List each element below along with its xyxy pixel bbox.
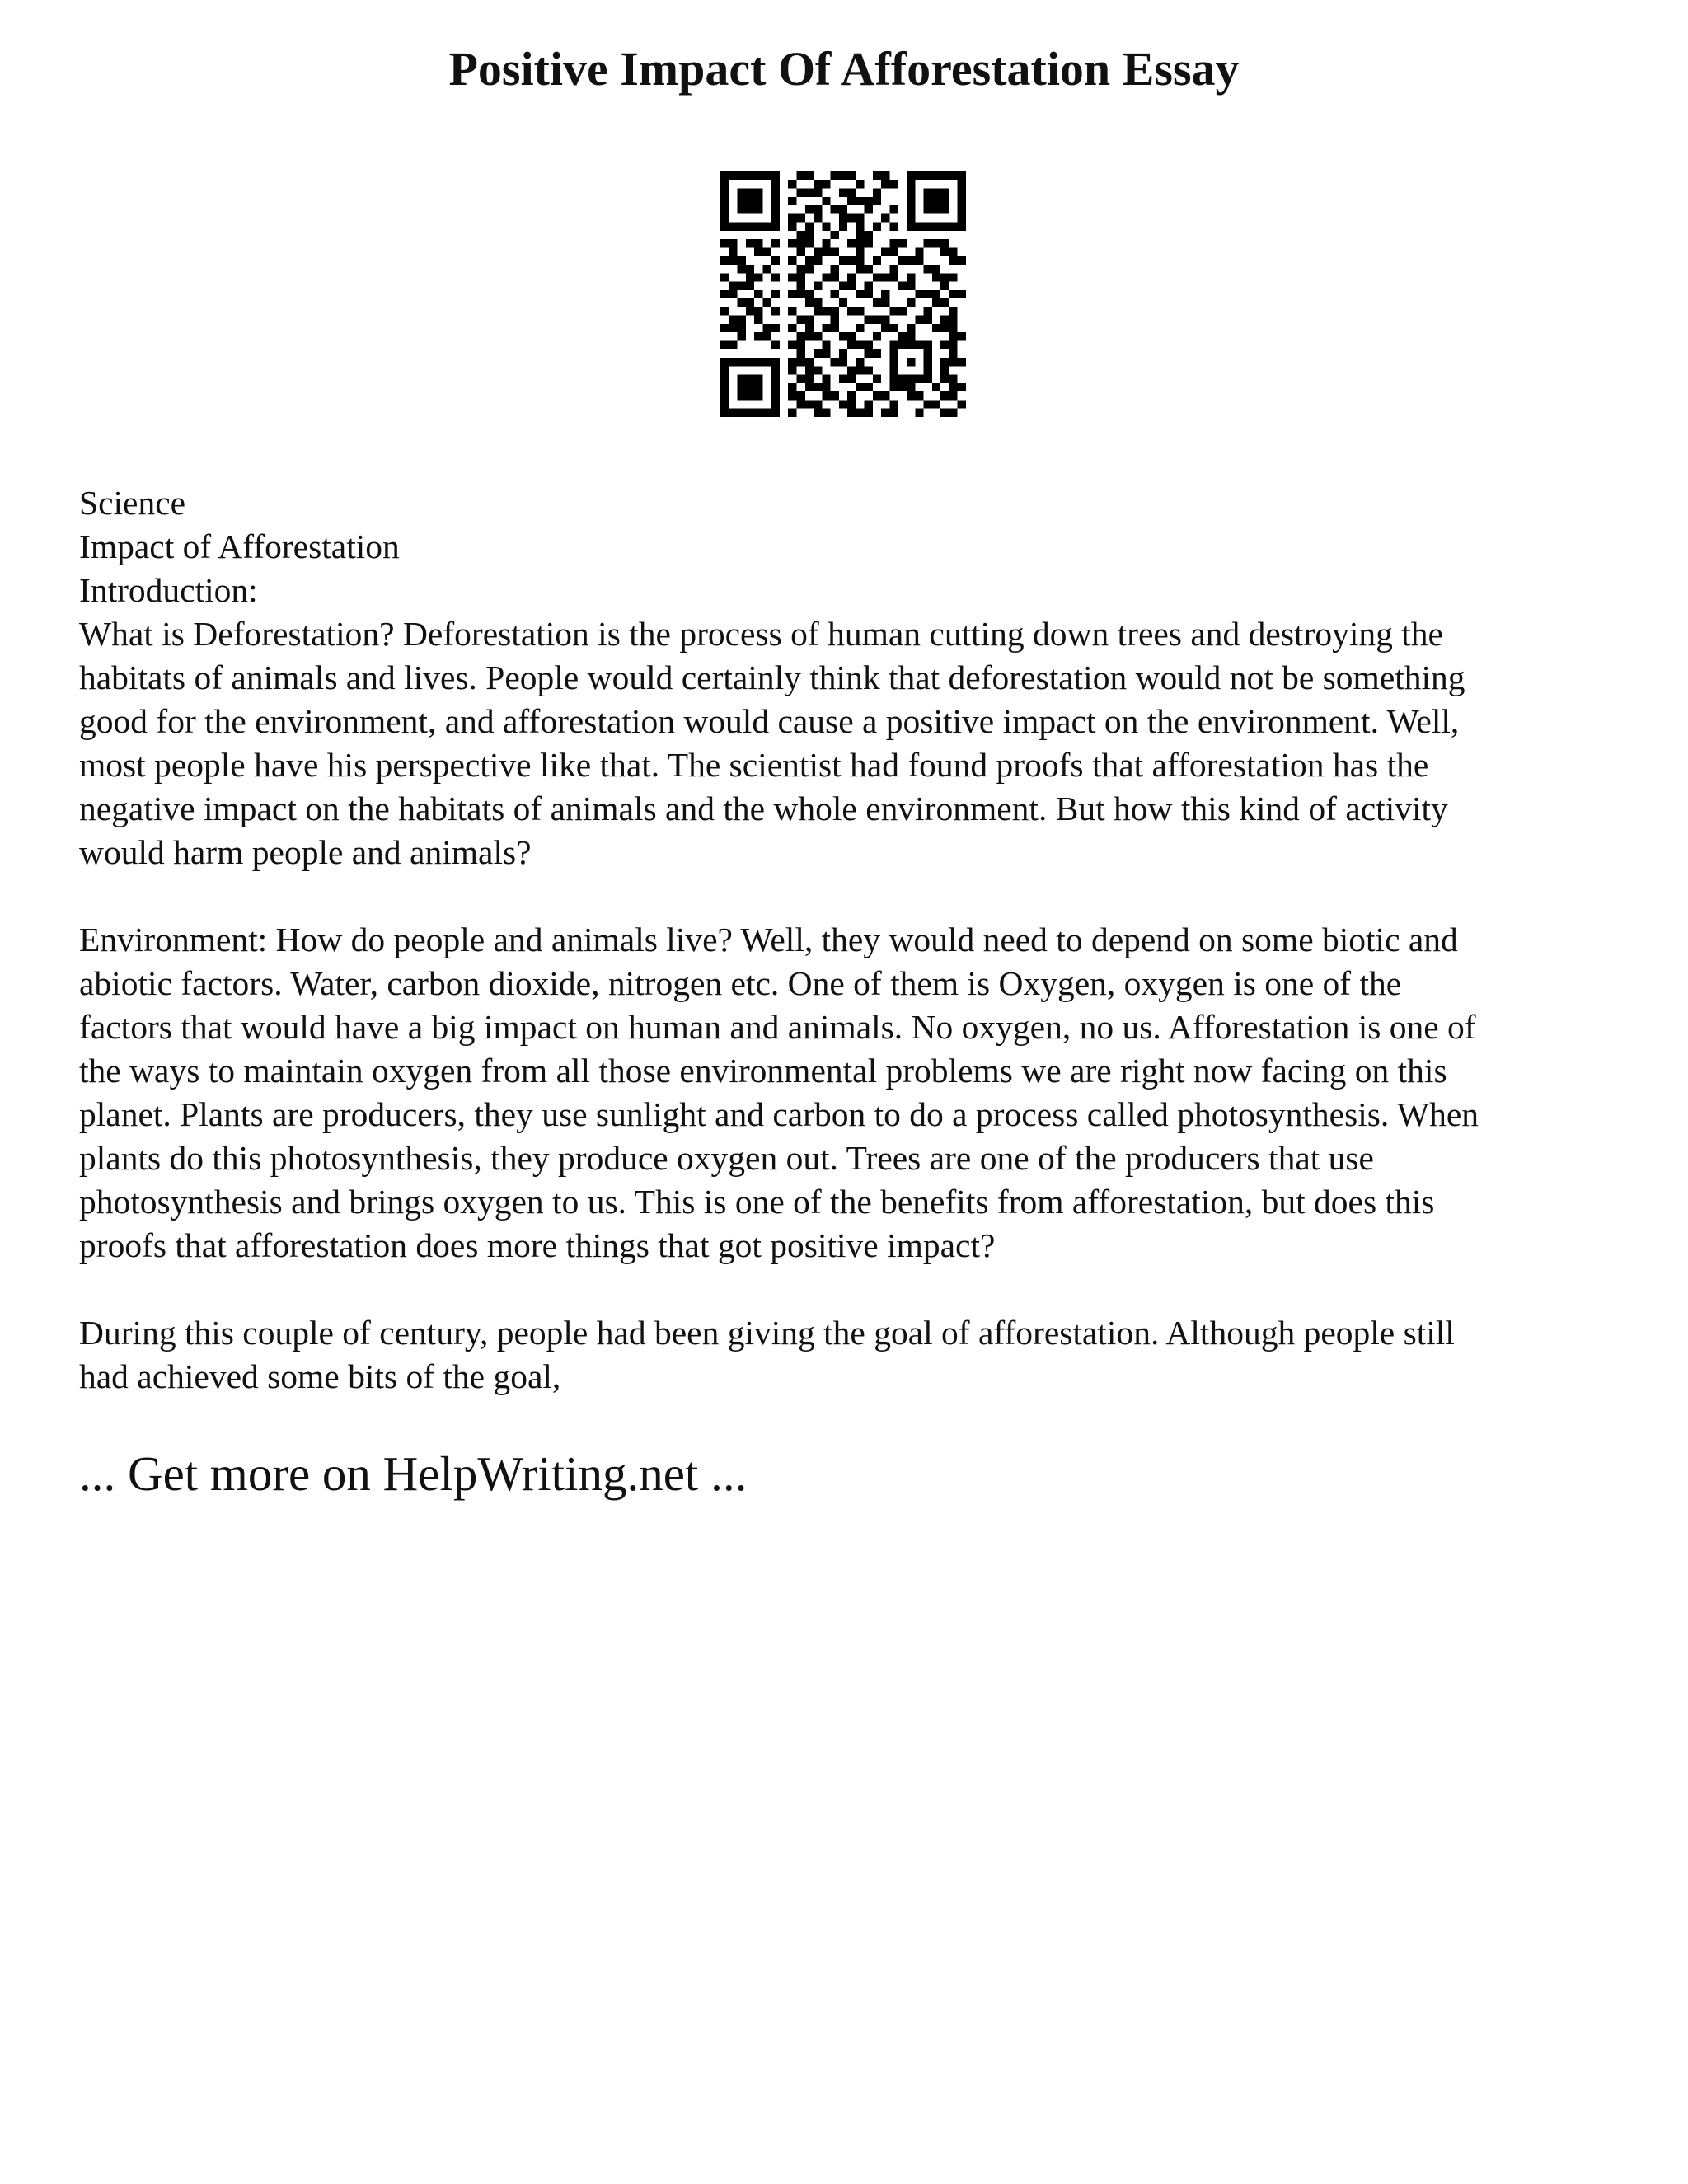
text-line: plants do this photosynthesis, they produce oxygen out. Trees are one of the producers that use [79, 1139, 1374, 1177]
text-line: During this couple of century, people had been giving the goal of afforestation. Although people still [79, 1314, 1455, 1352]
essay-subtitle: Impact of Afforestation [79, 527, 400, 565]
text-line: good for the environment, and afforestation would cause a positive impact on the environment. Well, [79, 702, 1460, 740]
text-line: habitats of animals and lives. People would certainly think that deforestation would not be something [79, 658, 1465, 696]
paragraph-gap [79, 874, 1629, 918]
text-line: the ways to maintain oxygen from all those environmental problems we are right now facing on this [79, 1052, 1447, 1090]
text-line: abiotic factors. Water, carbon dioxide, nitrogen etc. One of them is Oxygen, oxygen is one of the [79, 964, 1402, 1002]
essay-body [79, 481, 1629, 1399]
text-line: proofs that afforestation does more things that got positive impact? [79, 1226, 996, 1264]
text-line: would harm people and animals? [79, 833, 532, 871]
paragraph-introduction [79, 612, 1629, 874]
text-line: photosynthesis and brings oxygen to us. This is one of the benefits from afforestation, but does this [79, 1183, 1435, 1221]
page-title: Positive Impact Of Afforestation Essay [448, 42, 1240, 96]
subject-label: Science [79, 484, 186, 522]
text-line: factors that would have a big impact on human and animals. No oxygen, no us. Afforestation is one of [79, 1008, 1476, 1046]
text-line: negative impact on the habitats of animals and the whole environment. But how this kind of activity [79, 790, 1448, 827]
qr-code-icon [720, 171, 966, 417]
text-line: had achieved some bits of the goal, [79, 1357, 561, 1395]
text-line: planet. Plants are producers, they use sunlight and carbon to do a process called photosynthesis. When [79, 1095, 1479, 1133]
paragraph-gap [79, 1268, 1629, 1311]
paragraph-goal [79, 1311, 1629, 1399]
paragraph-environment [79, 918, 1629, 1268]
text-line: Environment: How do people and animals live? Well, they would need to depend on some biotic and [79, 921, 1458, 958]
text-line: What is Deforestation? Deforestation is the process of human cutting down trees and destroying the [79, 615, 1443, 653]
get-more-link[interactable]: ... Get more on HelpWriting.net ... [79, 1446, 748, 1501]
section-label: Introduction: [79, 571, 258, 609]
text-line: most people have his perspective like that. The scientist had found proofs that afforestation has the [79, 746, 1429, 784]
